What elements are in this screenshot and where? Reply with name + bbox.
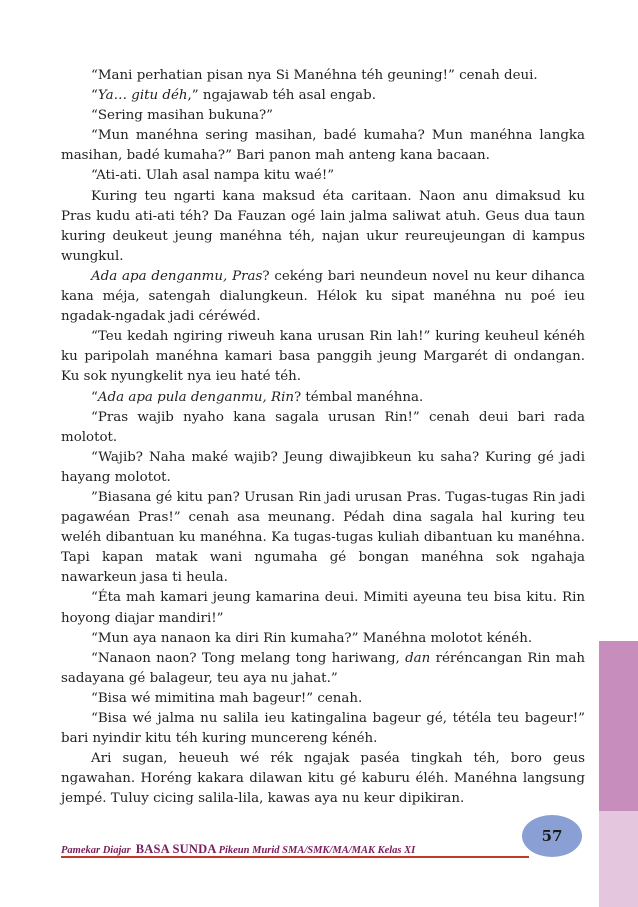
italic-phrase: Ada apa denganmu, Pras [91, 268, 263, 284]
paragraph-7: Ada apa denganmu, Pras? cekéng bari neundeun novel nu keur dihanca kana méja, satengah dialungkeun. Hélok ku sipat manéhna nu poé ieu ngadak-ngadak jadi céréwéd. [61, 268, 585, 325]
footer-prefix: Pamekar Diajar [61, 845, 131, 856]
paragraph-6: Kuring teu ngarti kana maksud éta caritaan. Naon anu dimaksud ku Pras kudu ati-ati téh? Da Fauzan ogé lain jalma saliwat atuh. Geus dua taun kuring deukeut jeung manéhna téh, najan ukur reureujeungan di kampus wungkul. [61, 188, 585, 264]
paragraph-14: “Mun aya nanaon ka diri Rin kumaha?” Manéhna molotot kénéh. [91, 630, 533, 646]
paragraph-5: “Ati-ati. Ulah asal nampa kitu waé!” [91, 168, 335, 184]
italic-phrase: Ada apa pula denganmu, Rin [97, 389, 294, 405]
paragraph-2: “Ya… gitu déh,” ngajawab téh asal engab. [91, 88, 376, 104]
footer [61, 840, 415, 856]
italic-phrase: dan [405, 650, 431, 666]
footer-subject: BASA SUNDA [135, 842, 217, 856]
paragraph-12: ”Biasana gé kitu pan? Urusan Rin jadi urusan Pras. Tugas-tugas Rin jadi pagawéan Pras!” cenah asa meunang. Pédah dina sagala hal kuring teu weléh dibantuan ku manéhna. Ka tugas-tugas kuliah dibantuan ku manéhna. Tapi kapan matak wani ngumaha gé bongan manéhna sok ngahaja nawarkeun jasa ti heula. [61, 489, 585, 586]
paragraph-10: “Pras wajib nyaho kana sagala urusan Rin!” cenah deui bari rada molotot. [61, 409, 585, 445]
story-text [61, 66, 585, 809]
paragraph-16: “Bisa wé mimitina mah bageur!” cenah. [91, 690, 363, 706]
paragraph-11: “Wajib? Naha maké wajib? Jeung diwajibkeun ku saha? Kuring gé jadi hayang molotot. [61, 449, 585, 485]
paragraph-1: “Mani perhatian pisan nya Si Manéhna téh geuning!” cenah deui. [91, 68, 538, 83]
side-tab-purple [599, 641, 638, 811]
footer-rule [61, 856, 529, 858]
italic-phrase: Ya… gitu déh [97, 88, 188, 104]
paragraph-15: “Nanaon naon? Tong melang tong hariwang, dan réréncangan Rin mah sadayana gé balageur, teu aya nu jahat.” [61, 650, 585, 686]
paragraph-18: Ari sugan, heueuh wé rék ngajak paséa tingkah téh, boro geus ngawahan. Horéng kakara dilawan kitu gé kaburu éléh. Manéhna langsung jempé. Tuluy cicing salila-lila, kawas aya nu keur dipikiran. [61, 751, 585, 807]
page-number: 57 [541, 827, 563, 845]
paragraph-9: “Ada apa pula denganmu, Rin? témbal manéhna. [91, 389, 424, 405]
footer-suffix: Pikeun Murid SMA/SMK/MA/MAK Kelas XI [218, 845, 416, 856]
paragraph-17: “Bisa wé jalma nu salila ieu katingalina bageur gé, tétéla teu bageur!” bari nyindir kitu téh kuring muncereng kénéh. [61, 711, 585, 747]
paragraph-8: “Teu kedah ngiring riweuh kana urusan Rin lah!” kuring keuheul kénéh ku paripolah manéhna kamari basa panggih jeung Margarét di ondangan. Ku sok nyungkelit nya ieu haté téh. [61, 329, 585, 385]
paragraph-13: “Éta mah kamari jeung kamarina deui. Mimiti ayeuna teu bisa kitu. Rin hoyong diajar mandiri!” [61, 590, 585, 626]
page-number-badge [522, 815, 582, 857]
paragraph-3: “Sering masihan bukuna?” [91, 108, 273, 124]
paragraph-4: “Mun manéhna sering masihan, badé kumaha? Mun manéhna langka masihan, badé kumaha?” Bari panon mah anteng kana bacaan. [61, 128, 585, 164]
side-tab-light [599, 811, 638, 907]
